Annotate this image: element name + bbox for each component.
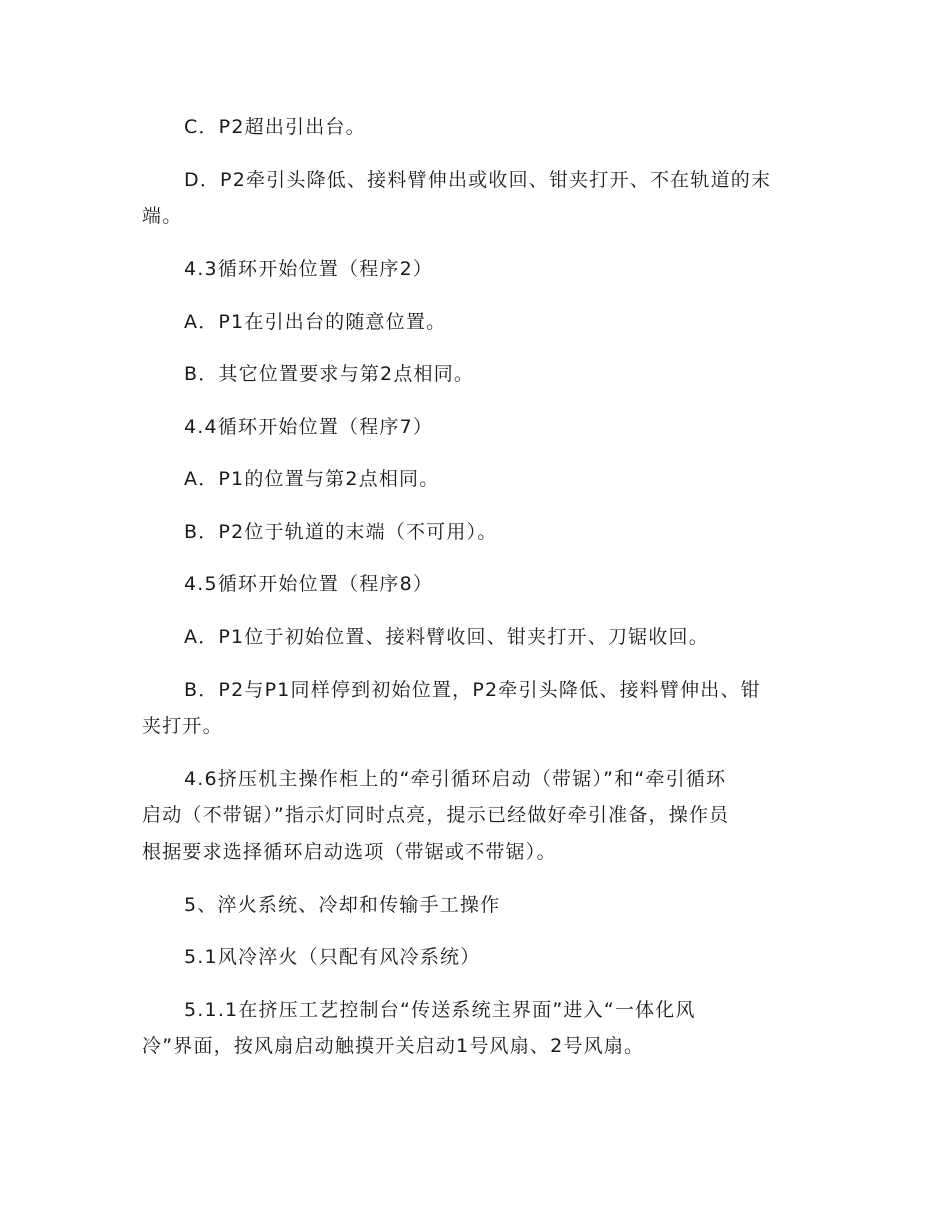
paragraph-5-1-1-line1: 5.1.1在挤压工艺控制台“传送系统主界面”进入“一体化风 [184, 999, 696, 1021]
section-heading-4-5: 4.5循环开始位置（程序8） [184, 573, 434, 595]
list-item-4-4-b: B．P2位于轨道的末端（不可用）。 [184, 521, 498, 543]
list-item-d-line2: 端。 [142, 205, 183, 227]
section-heading-4-3: 4.3循环开始位置（程序2） [184, 258, 434, 280]
paragraph-4-6-line1: 4.6挤压机主操作柜上的“牵引循环启动（带锯）”和“牵引循环 [184, 768, 727, 790]
list-item-d-line1: D．P2牵引头降低、接料臂伸出或收回、钳夹打开、不在轨道的末 [184, 169, 772, 191]
list-item-4-5-b-line2: 夹打开。 [142, 715, 223, 737]
paragraph-4-6-line3: 根据要求选择循环启动选项（带锯或不带锯）。 [142, 841, 557, 863]
list-item-4-3-b: B．其它位置要求与第2点相同。 [184, 363, 475, 385]
list-item-4-4-a: A．P1的位置与第2点相同。 [184, 468, 440, 490]
list-item-4-5-a: A．P1位于初始位置、接料臂收回、钳夹打开、刀锯收回。 [184, 626, 709, 648]
section-heading-5: 5、淬火系统、冷却和传输手工操作 [184, 894, 501, 916]
list-item-4-5-b-line1: B．P2与P1同样停到初始位置，P2牵引头降低、接料臂伸出、钳 [184, 679, 761, 701]
list-item-4-3-a: A．P1在引出台的随意位置。 [184, 311, 447, 333]
paragraph-4-6-line2: 启动（不带锯）”指示灯同时点亮，提示已经做好牵引准备，操作员 [142, 804, 730, 826]
section-heading-5-1: 5.1风冷淬火（只配有风冷系统） [184, 946, 481, 968]
list-item-c: C．P2超出引出台。 [184, 116, 366, 138]
paragraph-5-1-1-line2: 冷”界面，按风扇启动触摸开关启动1号风扇、2号风扇。 [142, 1035, 645, 1057]
section-heading-4-4: 4.4循环开始位置（程序7） [184, 416, 434, 438]
